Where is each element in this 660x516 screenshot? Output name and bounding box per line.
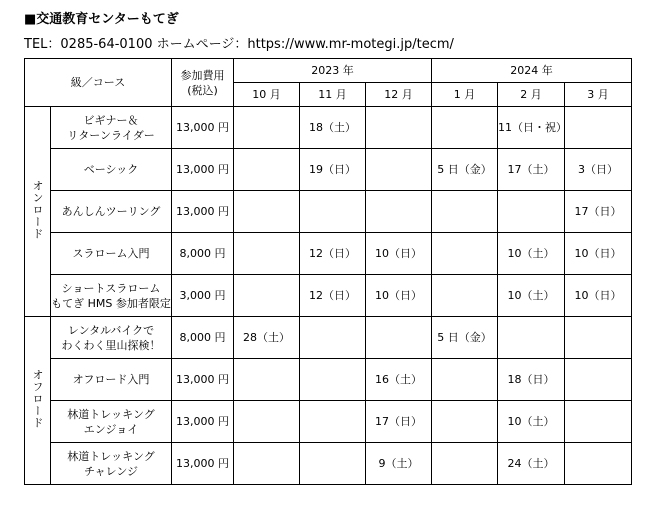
date-cell (565, 401, 632, 443)
group-label: オフロード (31, 368, 44, 429)
date-cell (565, 317, 632, 359)
course-name-line: リターンライダー (67, 128, 155, 142)
date-cell (366, 317, 432, 359)
date-cell (565, 107, 632, 149)
date-cell (234, 401, 300, 443)
course-fee: 13,000 円 (172, 149, 234, 191)
header-course: 級／コース (25, 59, 172, 107)
course-name (51, 149, 172, 191)
table-row (25, 401, 632, 443)
header-year-2024: 2024 年 (432, 59, 632, 83)
date-cell (498, 191, 565, 233)
date-cell (366, 149, 432, 191)
date-cell: 5 日（金） (432, 317, 498, 359)
date-cell (565, 443, 632, 485)
date-cell (234, 233, 300, 275)
course-name (51, 107, 172, 149)
date-cell (432, 107, 498, 149)
table-row (25, 317, 632, 359)
date-cell (300, 191, 366, 233)
course-name-line: ビギナー＆ (83, 113, 139, 127)
date-cell: 18（日） (498, 359, 565, 401)
date-cell (498, 317, 565, 359)
page-title: ■交通教育センターもてぎ (24, 12, 179, 27)
table-row (25, 191, 632, 233)
course-fee: 8,000 円 (172, 317, 234, 359)
header-month: 11 月 (300, 83, 366, 107)
date-cell: 11（日・祝） (498, 107, 565, 149)
group-label: オンロード (31, 179, 44, 240)
course-name (51, 443, 172, 485)
date-cell (366, 107, 432, 149)
date-cell: 24（土） (498, 443, 565, 485)
date-cell (300, 443, 366, 485)
course-fee: 13,000 円 (172, 443, 234, 485)
date-cell (366, 191, 432, 233)
course-name-line: オフロード入門 (72, 373, 150, 386)
date-cell: 5 日（金） (432, 149, 498, 191)
course-name-line: もてぎ HMS 参加者限定 (51, 296, 171, 310)
date-cell: 10（土） (498, 401, 565, 443)
header-year-2023: 2023 年 (234, 59, 432, 83)
date-cell (565, 359, 632, 401)
schedule-table (24, 58, 632, 485)
date-cell: 10（日） (366, 233, 432, 275)
date-cell (234, 191, 300, 233)
date-cell (432, 401, 498, 443)
header-fee (172, 59, 234, 107)
date-cell (300, 401, 366, 443)
date-cell: 16（土） (366, 359, 432, 401)
course-name-line: 林道トレッキング (67, 449, 155, 463)
date-cell (432, 275, 498, 317)
date-cell: 12（日） (300, 275, 366, 317)
course-fee: 13,000 円 (172, 107, 234, 149)
course-name-line: エンジョイ (83, 422, 139, 436)
date-cell (234, 107, 300, 149)
course-fee: 13,000 円 (172, 401, 234, 443)
course-name (51, 275, 172, 317)
course-name (51, 191, 172, 233)
table-row (25, 149, 632, 191)
course-fee: 13,000 円 (172, 359, 234, 401)
date-cell (432, 233, 498, 275)
date-cell (300, 317, 366, 359)
header-month: 1 月 (432, 83, 498, 107)
group-label-cell (25, 317, 51, 485)
date-cell (432, 359, 498, 401)
header-month: 12 月 (366, 83, 432, 107)
date-cell (234, 275, 300, 317)
header-fee-line1: 参加費用 (180, 68, 225, 82)
course-name-line: あんしんツーリング (61, 205, 161, 218)
date-cell: 10（土） (498, 233, 565, 275)
date-cell: 10（日） (366, 275, 432, 317)
course-name-line: スラローム入門 (72, 247, 150, 260)
course-name-line: 林道トレッキング (67, 407, 155, 421)
date-cell: 10（日） (565, 275, 632, 317)
header-month: 3 月 (565, 83, 632, 107)
course-name-line: チャレンジ (83, 464, 139, 478)
date-cell (300, 359, 366, 401)
date-cell: 10（日） (565, 233, 632, 275)
group-label-cell (25, 107, 51, 317)
date-cell: 18（土） (300, 107, 366, 149)
course-name (51, 233, 172, 275)
course-name-line: わくわく里山探検！ (61, 338, 161, 352)
date-cell: 17（日） (366, 401, 432, 443)
date-cell (234, 149, 300, 191)
date-cell (432, 443, 498, 485)
table-row (25, 233, 632, 275)
course-name (51, 317, 172, 359)
date-cell (432, 191, 498, 233)
table-row (25, 107, 632, 149)
date-cell: 19（日） (300, 149, 366, 191)
date-cell (234, 443, 300, 485)
date-cell: 28（土） (234, 317, 300, 359)
table-row (25, 275, 632, 317)
date-cell: 9（土） (366, 443, 432, 485)
course-name-line: レンタルバイクで (67, 323, 155, 337)
table-row (25, 359, 632, 401)
course-fee: 8,000 円 (172, 233, 234, 275)
header-month: 2 月 (498, 83, 565, 107)
course-name-line: ショートスラローム (61, 281, 161, 295)
course-name (51, 359, 172, 401)
course-name (51, 401, 172, 443)
table-row (25, 443, 632, 485)
date-cell: 10（土） (498, 275, 565, 317)
date-cell: 12（日） (300, 233, 366, 275)
header-month: 10 月 (234, 83, 300, 107)
course-fee: 13,000 円 (172, 191, 234, 233)
course-fee: 3,000 円 (172, 275, 234, 317)
contact-info: TEL：0285-64-0100 ホームページ：https://www.mr-motegi.jp/tecm/ (24, 37, 454, 52)
header-fee-line2: (税込) (187, 83, 218, 97)
date-cell: 3（日） (565, 149, 632, 191)
course-name-line: ベーシック (83, 163, 139, 176)
date-cell (234, 359, 300, 401)
date-cell: 17（日） (565, 191, 632, 233)
date-cell: 17（土） (498, 149, 565, 191)
